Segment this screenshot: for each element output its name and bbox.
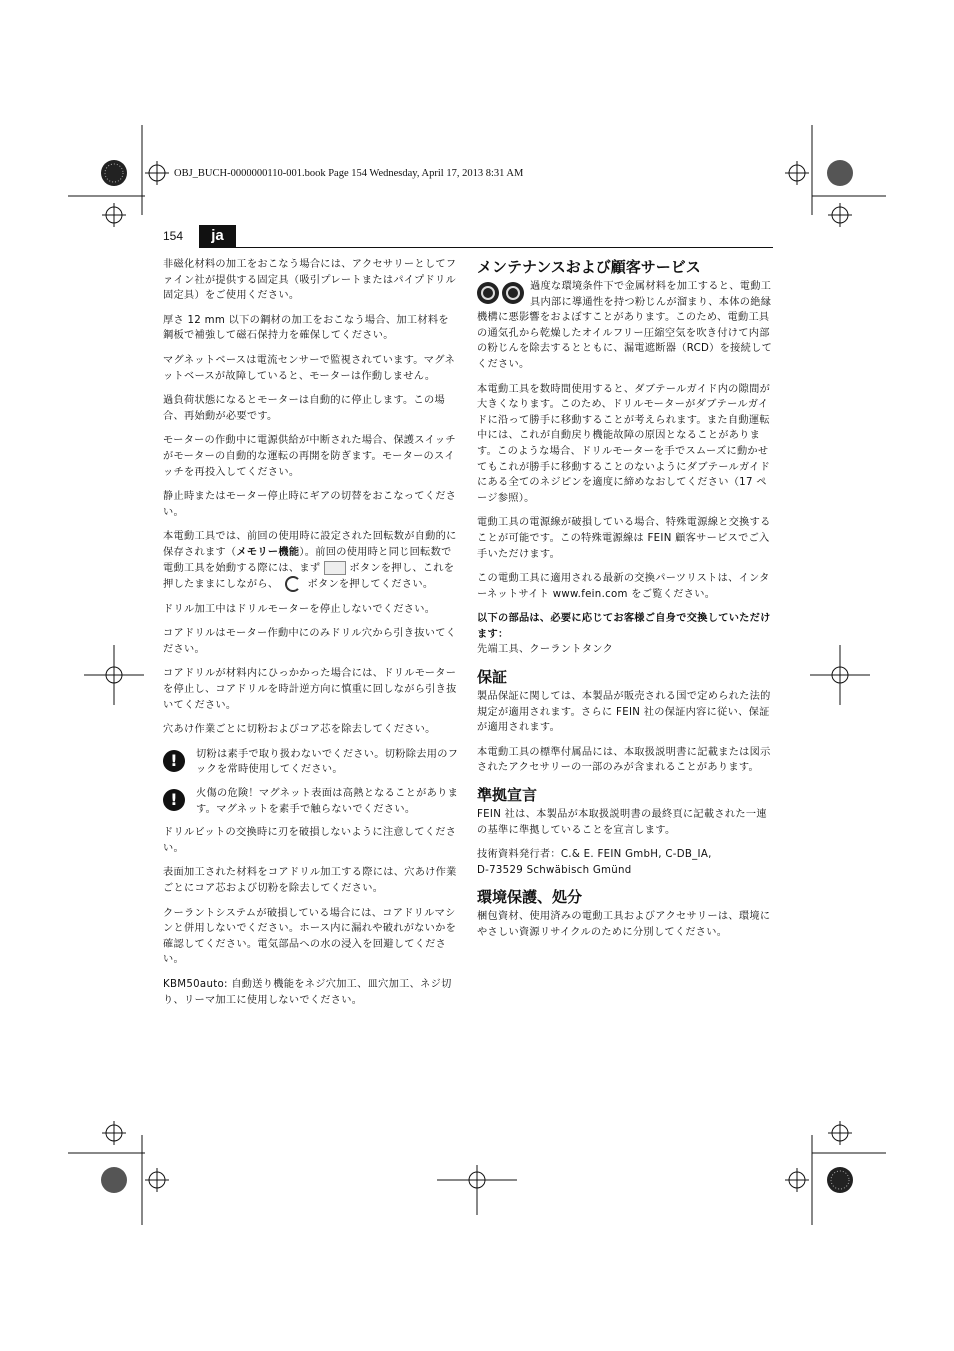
warning-text: 切粉は素手で取り扱わないでください。切粉除去用のフックを常時使用してください。 [196, 748, 459, 776]
paragraph: 過負荷状態になるとモーターは自動的に停止します。この場合、再始動が必要です。 [163, 395, 445, 422]
warning-block [163, 786, 459, 817]
warning-exclamation-icon: ! [163, 789, 185, 811]
paragraph: コアドリルが材料内にひっかかった場合には、ドリルモーターを停止し、コアドリルを時計逆方向に慎重に回しながら引き抜いてください。 [163, 668, 457, 711]
paragraph: クーラントシステムが破損している場合には、コアドリルマシンと併用しないでください。ホース内に漏れや破れがないかを確認してください。電気部品への水の浸入を回避してください。 [163, 907, 457, 966]
paragraph: 製品保証に関しては、本製品が販売される国で定められた法的規定が適用されます。さらに FEIN 社の保証内容に従い、保証が適用されます。 [477, 691, 771, 734]
paragraph: 表面加工された材料をコアドリル加工する際には、穴あけ作業ごとにコア芯および切粉を除去してください。 [163, 867, 457, 894]
replaceable-parts-label: 以下の部品は、必要に応じてお客様ご自身で交換していただけます： [477, 613, 771, 640]
safety-pictograms [477, 282, 524, 304]
paragraph: 本電動工具を数時間使用すると、ダブテールガイド内の隙間が大きくなります。このため、ドリルモーターがダブテールガイドに沿って勝手に移動することが考えられます。また自動運転中には、これが自動戻り機能故障の原因となることがあります。このような場合、ドリルモーターを手でスムーズに動かせてもこれが勝手に移動することのないようにダブテールガイドにある全てのネジピンを適度に締めなおしてください（17 ページ参照）。 [477, 383, 771, 504]
warning-block [163, 747, 459, 778]
paragraph: コアドリルはモーター作動中にのみドリル穴から引き抜いてください。 [163, 628, 457, 655]
memory-function-term: メモリー機能 [236, 546, 300, 558]
rotation-button-icon [285, 576, 301, 592]
paragraph: 穴あけ作業ごとに切粉およびコア芯を除去してください。 [163, 724, 436, 736]
memory-button-icon [324, 561, 346, 575]
paragraph: ドリル加工中はドリルモーターを停止しないでください。 [163, 603, 436, 615]
paragraph: KBM50auto: 自動送り機能をネジ穴加工、皿穴加工、ネジ切り、リーマ加工に使用しないでください。 [163, 978, 452, 1006]
memory-function-paragraph: 本電動工具では、前回の使用時に設定された回転数が自動的に保存されます（メモリー機能）。前回の使用時と同じ回転数で電動工具を始動する際には、まず ボタンを押し、これを押したままにしながら、 ボタンを押してください。 [163, 531, 457, 591]
header-rule [199, 247, 773, 248]
section-heading-warranty: 保証 [477, 668, 508, 687]
paragraph: 本電動工具の標準付属品には、本取扱説明書に記載または図示されたアクセサリーの一部のみが含まれることがあります。 [477, 746, 771, 774]
language-tab: ja [199, 225, 236, 247]
section-heading-maintenance: メンテナンスおよび顧客サービス [477, 258, 701, 276]
paragraph: 過度な環境条件下で金属材料を加工すると、電動工具内部に導通性を持つ粉じんが溜まり、本体の絶縁機構に悪影響をおよぼすことがあります。このため、電動工具の通気孔から乾燥したオイルフリー圧縮空気を吹き付けて内部の粉じんを除去するとともに、漏電遮断器（RCD）を接続してください。 [477, 281, 773, 370]
warning-exclamation-icon: ! [163, 750, 185, 772]
paragraph: この電動工具に適用される最新の交換パーツリストは、インターネットサイト www.fein.com をご覧ください。 [477, 573, 770, 600]
section-heading-environment: 環境保護、処分 [477, 888, 583, 907]
warning-text: 火傷の危険！マグネット表面は高熱となることがあります。マグネットを素手で触らないでください。 [196, 788, 459, 815]
right-column [477, 257, 773, 950]
section-heading-conformity: 準拠宣言 [477, 786, 538, 805]
paragraph: モーターの作動中に電源供給が中断された場合、保護スイッチがモーターの自動的な運転の再開を防ぎます。モーターのスイッチを再投入してください。 [163, 435, 456, 478]
eye-protection-icon [477, 282, 499, 304]
rcd-icon [502, 282, 524, 304]
left-column [163, 257, 459, 1017]
replaceable-parts: 以下の部品は、必要に応じてお客様ご自身で交換していただけます： 先端工具、クーラントタンク [477, 613, 771, 656]
paragraph: マグネットベースは電流センサーで監視されています。マグネットベースが故障していると、モーターは作動しません。 [163, 354, 456, 382]
technical-file-info: 技術資料発行者：C.& E. FEIN GmbH, C-DB_IA, D-73529 Schwäbisch Gmünd [477, 849, 712, 876]
paragraph: 電動工具の電源線が破損している場合、特殊電源線と交換することが可能です。この特殊電源線は FEIN 顧客サービスでご入手いただけます。 [477, 517, 771, 560]
paragraph: ドリルビットの交換時に刃を破損しないように注意してください。 [163, 827, 457, 854]
file-info-header: OBJ_BUCH-0000000110-001.book Page 154 Wednesday, April 17, 2013 8:31 AM [174, 168, 524, 179]
page-number: 154 [163, 229, 184, 243]
paragraph: FEIN 社は、本製品が本取扱説明書の最終頁に記載された一連の基準に準拠していることを宣言します。 [477, 809, 767, 836]
paragraph: 非磁化材料の加工をおこなう場合には、アクセサリーとしてファイン社が提供する固定具（吸引プレートまたはパイプドリル固定具）をご使用ください。 [163, 259, 457, 302]
paragraph: 厚さ 12 mm 以下の鋼材の加工をおこなう場合、加工材料を鋼板で補強して磁石保持力を確保してください。 [163, 314, 449, 342]
paragraph: 静止時またはモーター停止時にギアの切替をおこなってください。 [163, 491, 457, 518]
paragraph: 梱包資材、使用済みの電動工具およびアクセサリーは、環境にやさしい資源リサイクルのために分別してください。 [477, 911, 771, 938]
